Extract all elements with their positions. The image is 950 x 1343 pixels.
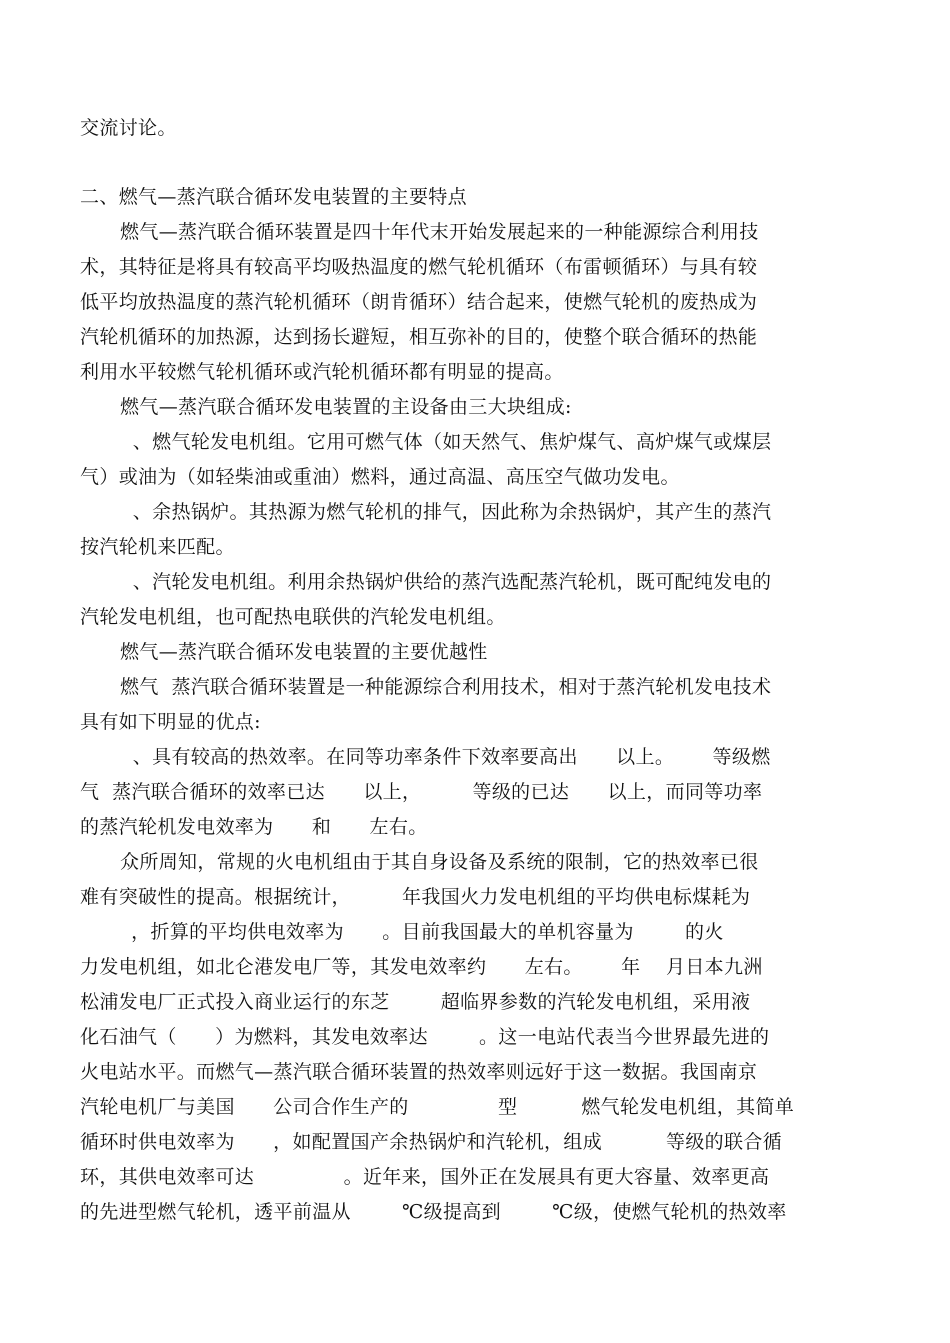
text-line: 众所周知，常规的火电机组由于其自身设备及系统的限制，它的热效率已很 [120,851,759,873]
text-line: 低平均放热温度的蒸汽轮机循环（朗肯循环）结合起来，使燃气轮机的废热成为 [80,291,758,313]
text-line: 具有如下明显的优点: [80,711,261,733]
text-line: 环，其供电效率可达 。近年来，国外正在发展具有更大容量、效率更高 [80,1166,770,1188]
text-line: 燃气—蒸汽联合循环装置是四十年代末开始发展起来的一种能源综合利用技 [120,221,759,243]
text-line: ，折算的平均供电效率为 。目前我国最大的单机容量为 的火 [80,921,724,943]
text-line: 火电站水平。而燃气—蒸汽联合循环装置的热效率则远好于这一数据。我国南京 [80,1061,758,1083]
text-line: 松浦发电厂正式投入商业运行的东芝 超临界参数的汽轮发电机组，采用液 [80,991,751,1013]
text-line: 交流讨论。 [80,117,177,139]
list-item: 、燃气轮发电机组。它用可燃气体（如天然气、焦炉煤气、高炉煤气或煤层 [120,431,772,453]
text-line: 术，其特征是将具有较高平均吸热温度的燃气轮机循环（布雷顿循环）与具有较 [80,256,758,278]
list-item: 、余热锅炉。其热源为燃气轮机的排气，因此称为余热锅炉，其产生的蒸汽 [120,501,772,523]
text-line: 燃气—蒸汽联合循环发电装置的主设备由三大块组成: [120,396,572,418]
text-line: 的蒸汽轮机发电效率为 和 左右。 [80,816,428,838]
text-line: 难有突破性的提高。根据统计， 年我国火力发电机组的平均供电标煤耗为 [80,886,751,908]
text-line: 汽轮电机厂与美国 公司合作生产的 型 燃气轮发电机组，其简单 [80,1096,795,1118]
text-line: 循环时供电效率为 ，如配置国产余热锅炉和汽轮机，组成 等级的联合循 [80,1131,783,1153]
text-line: 汽轮发电机组，也可配热电联供的汽轮发电机组。 [80,606,506,628]
text-line: 气 蒸汽联合循环的效率已达 以上， 等级的已达 以上，而同等功率 [80,781,763,803]
text-line: 化石油气（ ）为燃料，其发电效率达 。这一电站代表当今世界最先进的 [80,1026,770,1048]
text-line: 力发电机组，如北仑港发电厂等，其发电效率约 左右。 年 月日本九洲 [80,956,763,978]
section-heading: 二、燃气—蒸汽联合循环发电装置的主要特点 [80,186,468,208]
subsection-heading: 燃气—蒸汽联合循环发电装置的主要优越性 [120,641,488,663]
list-item: 、具有较高的热效率。在同等功率条件下效率要高出 以上。 等级燃 [120,746,771,768]
text-line: 燃气 蒸汽联合循环装置是一种能源综合利用技术，相对于蒸汽轮机发电技术 [120,676,772,698]
text-line: 利用水平较燃气轮机循环或汽轮机循环都有明显的提高。 [80,361,564,383]
list-item: 、汽轮发电机组。利用余热锅炉供给的蒸汽选配蒸汽轮机，既可配纯发电的 [120,571,772,593]
text-line: 气）或油为（如轻柴油或重油）燃料，通过高温、高压空气做功发电。 [80,466,680,488]
text-line: 的先进型燃气轮机，透平前温从 ℃级提高到 ℃级，使燃气轮机的热效率 [80,1201,787,1223]
text-line: 按汽轮机来匹配。 [80,536,235,558]
text-line: 汽轮机循环的加热源，达到扬长避短，相互弥补的目的，使整个联合循环的热能 [80,326,758,348]
